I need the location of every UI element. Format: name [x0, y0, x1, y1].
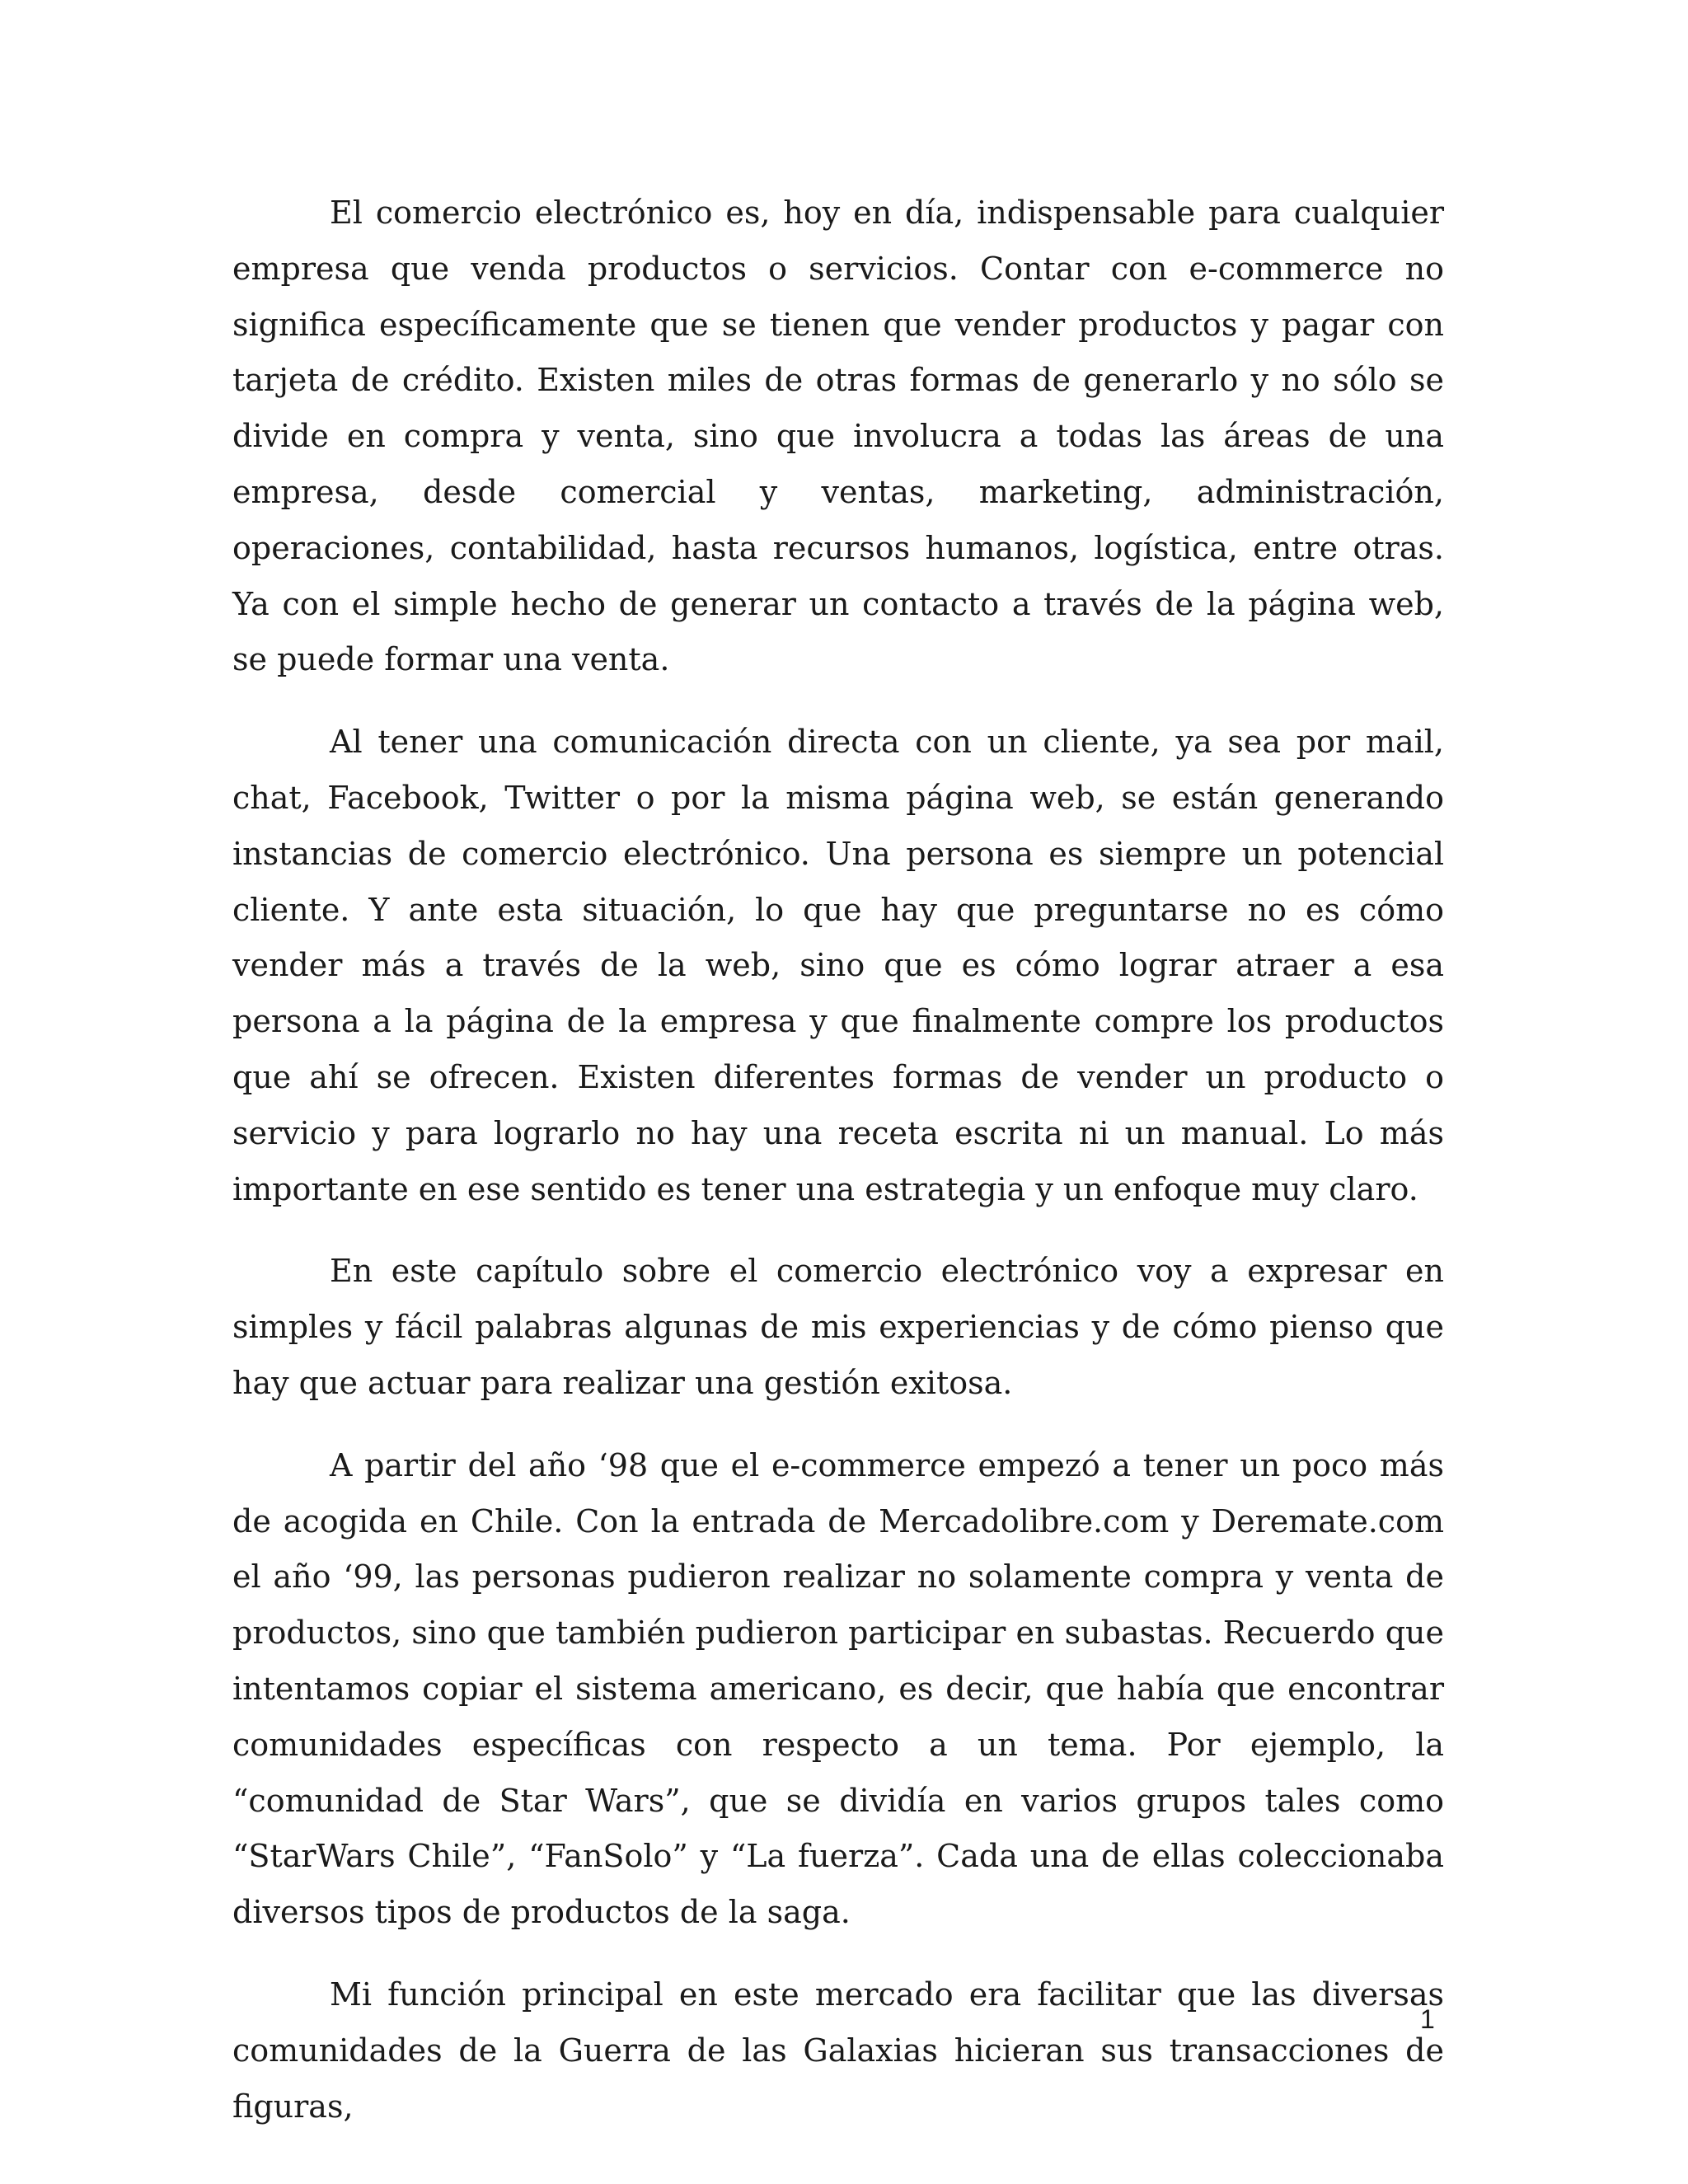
page-number: 1: [1420, 2004, 1435, 2034]
paragraph-2: Al tener una comunicación directa con un cliente, ya sea por mail, chat, Facebook, Twitter o por la misma página web, se están generando instancias de comercio electrónico. Una persona es siempre un potencial cliente. Y ante esta situación, lo que hay que preguntarse no es cómo vender más a través de la web, sino que es cómo lograr atraer a esa persona a la página de la empresa y que finalmente compre los productos que ahí se ofrecen. Existen diferentes formas de vender un producto o servicio y para lograrlo no hay una receta escrita ni un manual. Lo más importante en ese sentido es tener una estrategia y un enfoque muy claro.: [232, 724, 1444, 1207]
paragraph-4: A partir del año ‘98 que el e-commerce empezó a tener un poco más de acogida en Chile. Con la entrada de Mercadolibre.com y Deremate.com el año ‘99, las personas pudieron realizar no solamente compra y venta de productos, sino que también pudieron participar en subastas. Recuerdo que intentamos copiar el sistema americano, es decir, que había que encontrar comunidades específicas con respecto a un tema. Por ejemplo, la “comunidad de Star Wars”, que se dividía en varios grupos tales como “StarWars Chile”, “FanSolo” y “La fuerza”. Cada una de ellas coleccionaba diversos tipos de productos de la saga.: [232, 1446, 1444, 1931]
body-text: [232, 185, 1444, 2161]
paragraph-3: En este capítulo sobre el comercio electrónico voy a expresar en simples y fácil palabras algunas de mis experiencias y de cómo pienso que hay que actuar para realizar una gestión exitosa.: [232, 1253, 1444, 1401]
paragraph-5: Mi función principal en este mercado era facilitar que las diversas comunidades de la Guerra de las Galaxias hicieran sus transacciones de figuras,: [232, 1975, 1444, 2125]
paragraph-1: El comercio electrónico es, hoy en día, indispensable para cualquier empresa que venda productos o servicios. Contar con e-commerce no significa específicamente que se tienen que vender productos y pagar con tarjeta de crédito. Existen miles de otras formas de generarlo y no sólo se divide en compra y venta, sino que involucra a todas las áreas de una empresa, desde comercial y ventas, marketing, administración, operaciones, contabilidad, hasta recursos humanos, logística, entre otras. Ya con el simple hecho de generar un contacto a través de la página web, se puede formar una venta.: [232, 194, 1444, 678]
